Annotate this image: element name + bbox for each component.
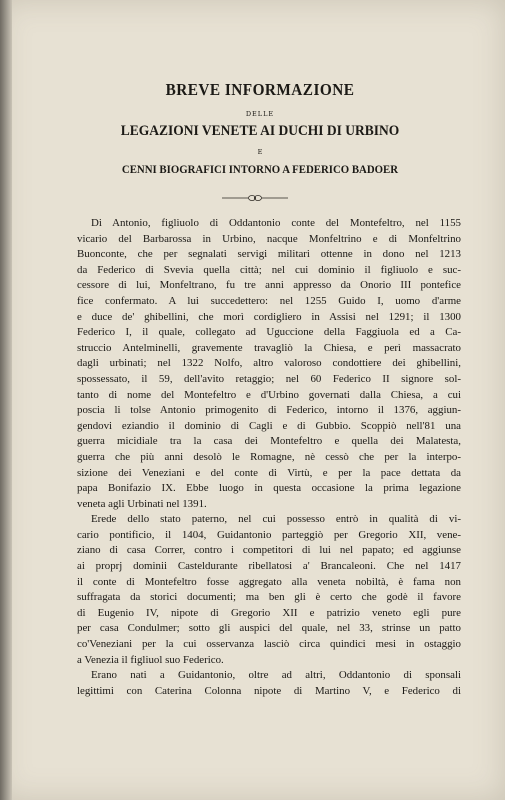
text-line: Erede dello stato paterno, nel cui possesso entrò in qualità di vi- (91, 513, 461, 526)
text-line: legittimi con Caterina Colonna nipote di Martino V, e Federico di (77, 684, 461, 697)
text-line: tanto di nome del Montefeltro e d'Urbino governati dalla Chiesa, a cui (77, 388, 461, 401)
body-text (77, 216, 461, 699)
text-line: il conte di Montefeltro fosse aggregato alla veneta nobiltà, è fama non (77, 575, 461, 588)
text-line: Erano nati a Guidantonio, oltre ad altri, Oddantonio di sponsali (91, 669, 461, 682)
text-line: co'Veneziani per la cui osservanza lasciò circa quindici mesi in ostaggio (77, 638, 461, 651)
text-line: cario pontificio, il 1404, Guidantonio parteggiò per Gregorio XII, vene- (77, 528, 461, 541)
text-line: Di Antonio, figliuolo di Oddantonio conte del Montefeltro, nel 1155 (91, 217, 461, 229)
paragraph (77, 216, 461, 512)
text-line: guerra micidiale tra la casa dei Montefeltro e quella dei Malatesta, (77, 435, 461, 448)
text-line: per casa Condulmer; sotto gli auspici del quale, nel 33, strinse un patto (77, 622, 461, 635)
text-line: a Venezia il figliuol suo Federico. (77, 653, 224, 666)
text-line: veneta agli Urbinati nel 1391. (77, 497, 207, 510)
paragraph (77, 668, 461, 699)
text-line: ziano di casa Correr, contro i competitori di lui nel papato; ed aggiunse (77, 544, 461, 557)
page-gutter-shadow (0, 0, 12, 800)
text-line: di Eugenio IV, nipote di Gregorio XII e patrizio veneto egli pure (77, 606, 461, 619)
text-line: gendovi eziandio il dominio di Cagli e di Gubbio. Scoppiò nell'81 una (77, 419, 461, 432)
text-line: dagli urbinati; nel 1322 Nolfo, altro valoroso condottiere dei ghibellini, (77, 357, 461, 370)
text-line: poscia li tolse Antonio primogenito di Federico, intorno il 1376, aggiun- (77, 404, 461, 417)
text-line: cessore di lui, Monfeltrano, fu tre anni appresso da Onorio III pontefice (77, 279, 461, 292)
chapter-heading (60, 80, 460, 177)
text-line: ai proprj dominii Casteldurante ribellatosi a' Brancaleoni. Che nel 1417 (77, 560, 461, 573)
text-line: spossessato, il 59, dell'avito retaggio; nel 60 Federico II signore sol- (77, 372, 461, 385)
text-line: guerra che più anni desolò le Romagne, nè cessò che per la interpo- (77, 450, 461, 463)
ornament-divider-icon (220, 193, 290, 203)
text-line: da Federico di Svevia quella città; nel cui dominio il figliuolo e suc- (77, 263, 461, 276)
text-line: Federico I, il quale, collegato ad Uguccione della Faggiuola ed a Ca- (77, 326, 461, 339)
text-line: Buonconte, che per segnalati servigi militari ottenne in dono nel 1213 (77, 248, 461, 261)
text-line: struccio Antelminelli, gravemente travagliò la Chiesa, e perì massacrato (77, 341, 461, 354)
text-line: fice confermato. A lui succedettero: nel 1255 Guido I, uomo d'arme (77, 294, 461, 307)
paragraph (77, 512, 461, 668)
heading-delle: DELLE (245, 110, 275, 118)
heading-subtitle-2: CENNI BIOGRAFICI INTORNO A FEDERICO BADOER (121, 162, 399, 176)
heading-e: E (257, 148, 263, 156)
text-line: vicario del Barbarossa in Urbino, nacque Monfeltrino e di Monfeltrino (77, 232, 461, 245)
text-line: papa Bonifazio IX. Ebbe luogo in questa occasione la prima legazione (77, 482, 461, 495)
heading-subtitle: LEGAZIONI VENETE AI DUCHI DI URBINO (120, 123, 400, 139)
text-line: sizione dei Veneziani e del conte di Virtù, e per la pace dettata da (77, 466, 461, 479)
text-line: e duce de' ghibellini, che morì cordigliero in Assisi nel 1291; il 1300 (77, 310, 461, 323)
heading-title: BREVE INFORMAZIONE (165, 80, 355, 99)
text-line: suffragata da storici documenti; ma ben gli è certo che godè il favore (77, 591, 461, 604)
